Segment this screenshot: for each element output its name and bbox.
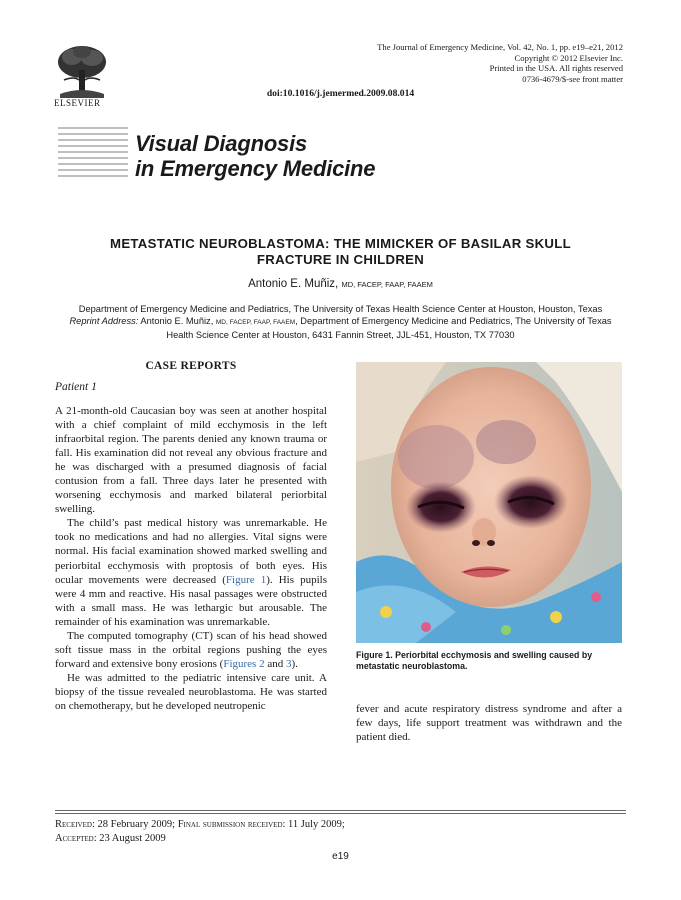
copyright-line: Copyright © 2012 Elsevier Inc.	[514, 52, 623, 63]
reprint-rest: , Department of Emergency Medicine and Pediatrics, The University of Texas	[295, 316, 612, 326]
section-title-line2: in Emergency Medicine	[135, 156, 376, 181]
issn-line: 0736-4679/$-see front matter	[522, 73, 623, 84]
paragraph-3-end: ).	[291, 657, 298, 670]
figure-1-photo	[356, 362, 622, 643]
case-reports-heading: CASE REPORTS	[145, 360, 237, 372]
author-line	[0, 278, 681, 290]
patient-subheading: Patient 1	[55, 381, 97, 393]
journal-info	[377, 42, 623, 84]
affiliation-block	[60, 303, 621, 341]
article-title-line1: METASTATIC NEUROBLASTOMA: THE MIMICKER OF BASILAR SKULL	[110, 236, 571, 251]
figure-2-link[interactable]: Figures 2	[223, 657, 265, 670]
figure-1-link[interactable]: Figure 1	[225, 573, 267, 586]
figure-1-caption: Figure 1. Periorbital ecchymosis and swelling caused by metastatic neuroblastoma.	[356, 650, 593, 671]
paragraph-3-text: The computed tomography (CT) scan of his head showed soft tissue mass in the orbital regions pushing the eyes forward and extensive bony erosions (	[55, 629, 327, 670]
footer-rule-top	[55, 810, 626, 811]
printed-line: Printed in the USA. All rights reserved	[489, 63, 623, 73]
reprint-address-line	[60, 315, 621, 329]
section-title-line1: Visual Diagnosis	[135, 131, 308, 156]
received-label: Received:	[55, 819, 95, 830]
affiliation-line: Department of Emergency Medicine and Pediatrics, The University of Texas Health Science Center at Houston, Houston, Texas	[78, 304, 603, 314]
paragraph-3	[55, 629, 327, 671]
reprint-address-line2: Health Science Center at Houston, 6431 Fannin Street, JJL-451, Houston, TX 77030	[166, 330, 515, 340]
received-date: 28 February 2009;	[94, 819, 178, 830]
received-line	[55, 818, 345, 832]
article-title-line2: FRACTURE IN CHILDREN	[256, 252, 425, 267]
paragraph-2	[55, 516, 327, 628]
final-submission-date: 11 July 2009;	[285, 819, 345, 830]
paragraph-2-end: ). His pupils were 4 mm and reactive. His nasal passages were obstructed with a small mass. He was lethargic but arousable. The remainder of his examination was unremarkable.	[55, 573, 327, 628]
section-lines-decoration	[58, 127, 128, 179]
paragraph-4: He was admitted to the pediatric intensive care unit. A biopsy of the tissue revealed neuroblastoma. He was started on chemotherapy, but he developed neutropenic	[55, 671, 327, 712]
reprint-degrees: MD, FACEP, FAAP, FAAEM	[215, 319, 296, 326]
page-number: e19	[332, 851, 349, 862]
accepted-date: 23 August 2009	[96, 832, 166, 844]
final-submission-label: Final submission received:	[177, 819, 286, 830]
figure-3-link[interactable]: 3	[285, 657, 292, 670]
paragraph-2-text: The child’s past medical history was unremarkable. He took no medications and had no allergies. Vital signs were normal. His facial examination showed marked swelling and periorbital ecchymosis with proptosis of both eyes. His ocular movements were decreased (	[55, 517, 327, 586]
accepted-label: Accepted:	[55, 832, 97, 844]
publisher-name: ELSEVIER	[54, 98, 101, 108]
dates-footer	[55, 818, 345, 845]
reprint-label: Reprint Address:	[69, 316, 139, 326]
right-column-text	[356, 702, 622, 744]
section-title	[135, 131, 375, 181]
footer-rule-bottom	[55, 813, 626, 814]
paragraph-1: A 21-month-old Caucasian boy was seen at another hospital with a chief complaint of mild ecchymosis in the left infraorbital region. The parents denied any known trauma or fall. His examination did not reveal any obvious fracture and he was discharged with a presumed diagnosis of facial contusion from a fall. Three days later he presented with worsening ecchymosis and marked bilateral periorbital swelling.	[55, 405, 327, 516]
article-title	[60, 236, 621, 268]
paragraph-3-and: and	[264, 657, 286, 670]
author-name: Antonio E. Muñiz,	[248, 278, 339, 290]
journal-citation: The Journal of Emergency Medicine, Vol. 42, No. 1, pp. e19–e21, 2012	[377, 42, 623, 52]
paragraph-5: fever and acute respiratory distress syndrome and after a few days, life support treatment was withdrawn and the patient died.	[356, 703, 622, 744]
author-degrees: MD, FACEP, FAAP, FAAEM	[341, 280, 433, 289]
left-column-text	[55, 404, 327, 713]
reprint-name: Antonio E. Muñiz,	[138, 316, 216, 326]
accepted-line	[55, 832, 345, 846]
doi: doi:10.1016/j.jemermed.2009.08.014	[266, 88, 415, 99]
